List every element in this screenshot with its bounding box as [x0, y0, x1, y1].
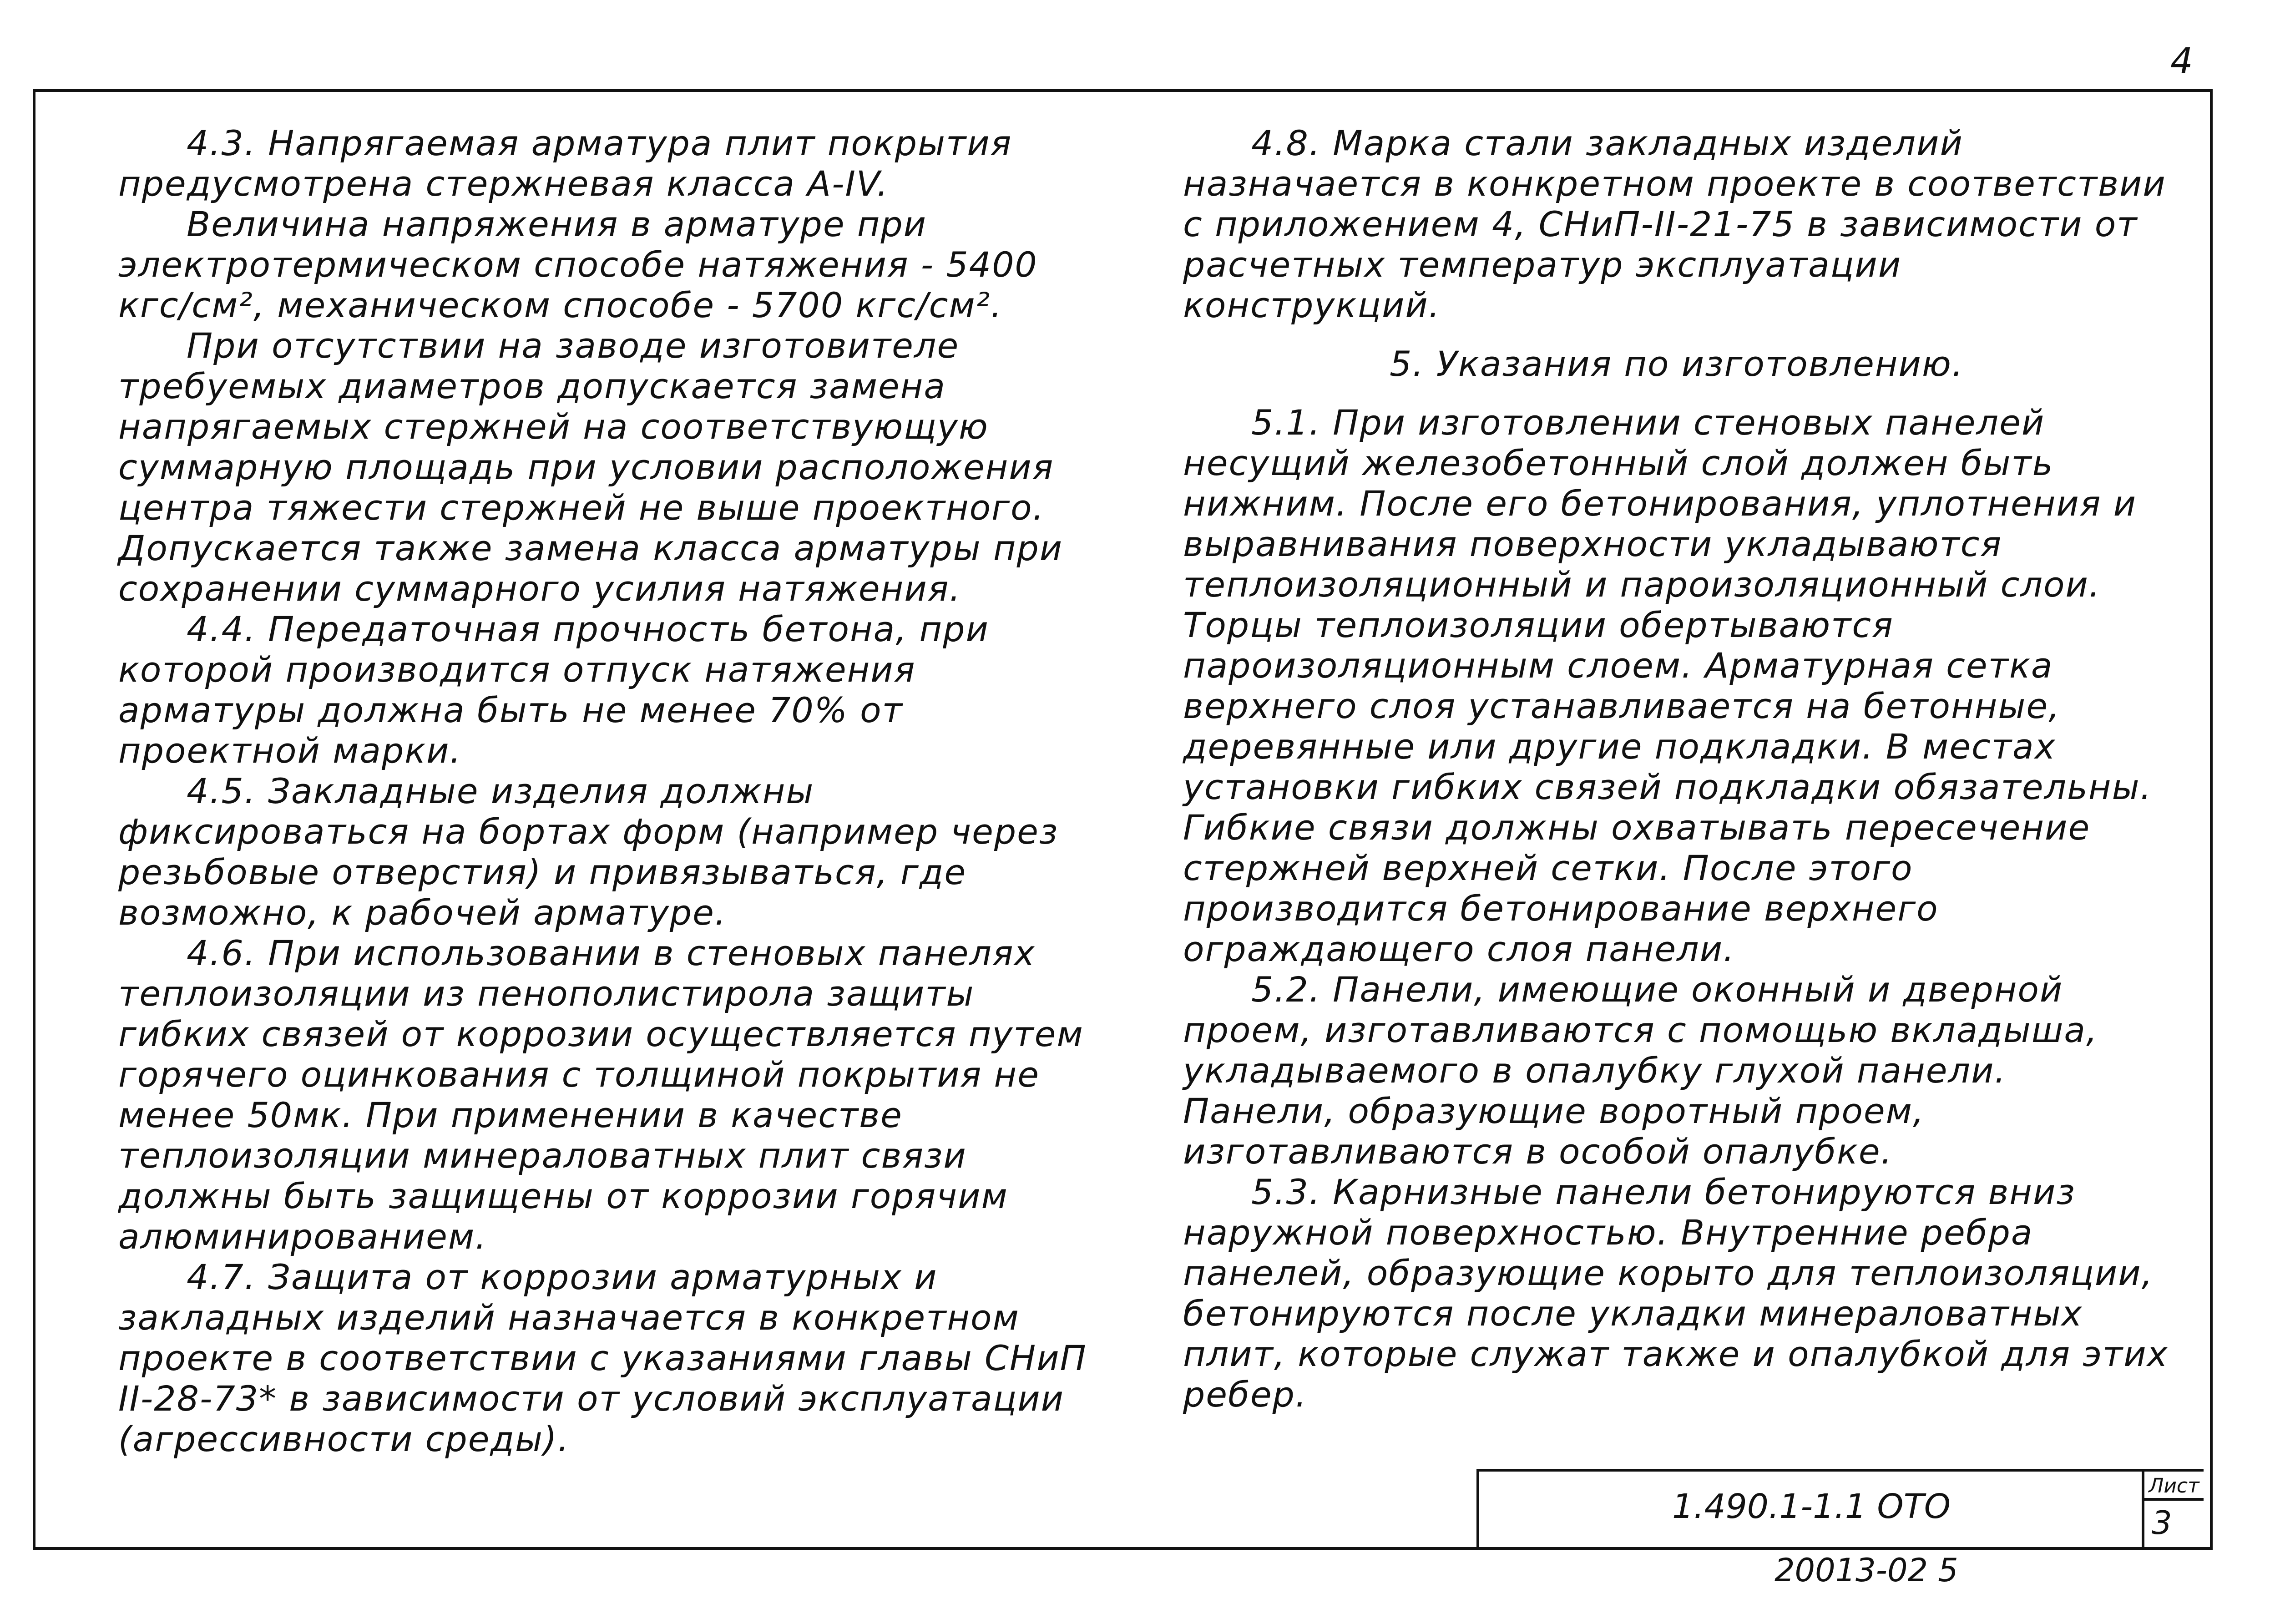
- clause-5-1: 5.1. При изготовлении стеновых панелей несущий железобетонный слой должен быть нижним. После его бетонирования, уплотнения и выравнивания поверхности укладываются теплоизоляционный и пароизоляционный слои. Торцы теплоизоляции обертываются пароизоляционным слоем. Арматурная сетка верхнего слоя устанавливается на бетонные, деревянные или другие подкладки. В местах установки гибких связей подкладки обязательны. Гибкие связи должны охватывать пересечение стержней верхней сетки. После этого производится бетонирование верхнего ограждающего слоя панели.: [1183, 402, 2152, 969]
- prestress-values-paragraph: Величина напряжения в арматуре при электротермическом способе натяжения - 5400 кгс/см², механическом способе - 5700 кгс/см².: [118, 204, 1038, 325]
- title-block: [1476, 1469, 2204, 1547]
- clause-4-3: 4.3. Напрягаемая арматура плит покрытия предусмотрена стержневая класса A-IV.: [118, 123, 1012, 204]
- bar-substitution-paragraph: При отсутствии на заводе изготовителе требуемых диаметров допускается замена напрягаемых стержней на соответствующую суммарную площадь при условии расположения центра тяжести стержней не выше проектного. Допускается также замена класса арматуры при сохранении суммарного усилия натяжения.: [118, 325, 1063, 609]
- document-code: 1.490.1-1.1 ОТО: [1672, 1487, 1951, 1526]
- right-text-column: [1183, 123, 2170, 1415]
- clause-5-3: 5.3. Карнизные панели бетонируются вниз наружной поверхностью. Внутренние ребра панелей, образующие корыто для теплоизоляции, бетонируются после укладки минераловатных плит, которые служат также и опалубкой для этих ребер.: [1183, 1172, 2169, 1415]
- sheet-label: Лист: [2144, 1472, 2204, 1501]
- clause-4-6: 4.6. При использовании в стеновых панелях теплоизоляции из пенополистирола защиты гибких связей от коррозии осуществляется путем горячего оцинкования с толщиной покрытия не менее 50мк. При применении в качестве теплоизоляции минераловатных плит связи должны быть защищены от коррозии горячим алюминированием.: [118, 933, 1084, 1257]
- clause-4-4: 4.4. Передаточная прочность бетона, при которой производится отпуск натяжения арматуры должна быть не менее 70% от проектной марки.: [118, 609, 989, 771]
- section-5-heading: 5. Указания по изготовлению.: [1389, 344, 1964, 384]
- clause-4-7: 4.7. Защита от коррозии арматурных и закладных изделий назначается в конкретном проекте в соответствии с указаниями главы СНиП II-28-73* в зависимости от условий эксплуатации (агрессивности среды).: [118, 1257, 1087, 1459]
- sheet-number: 3: [2152, 1504, 2172, 1542]
- sheet-cell: [2142, 1472, 2204, 1547]
- page-number: 4: [2170, 41, 2193, 82]
- left-text-column: [118, 123, 1106, 1459]
- clause-4-5: 4.5. Закладные изделия должны фиксироваться на бортах форм (например через резьбовые отверстия) и привязываться, где возможно, к рабочей арматуре.: [118, 771, 1059, 933]
- clause-4-8: 4.8. Марка стали закладных изделий назначается в конкретном проекте в соответствии с приложением 4, СНиП-II-21-75 в зависимости от расчетных температур эксплуатации конструкций.: [1183, 123, 2166, 325]
- archive-number: 20013-02 5: [1774, 1552, 1958, 1589]
- clause-5-2: 5.2. Панели, имеющие оконный и дверной проем, изготавливаются с помощью вкладыша, укладываемого в опалубку глухой панели. Панели, образующие воротный проем, изготавливаются в особой опалубке.: [1183, 969, 2098, 1172]
